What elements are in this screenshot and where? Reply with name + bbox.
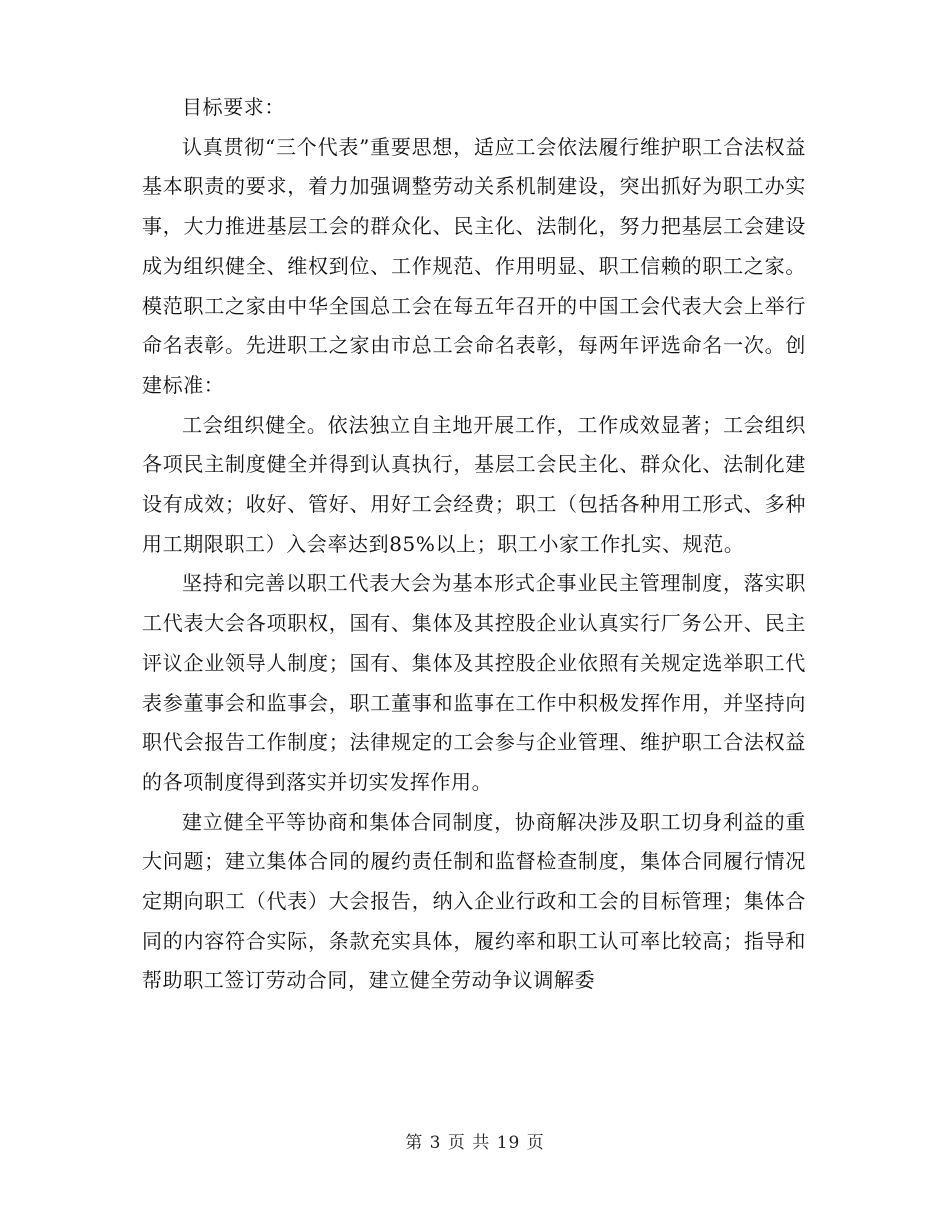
paragraph-union-organization: 工会组织健全。依法独立自主地开展工作，工作成效显著；工会组织各项民主制度健全并得到认真执行，基层工会民主化、群众化、法制化建设有成效；收好、管好、用好工会经费；职工（包括各种用工形式、多种用工期限职工）入会率达到85%以上；职工小家工作扎实、规范。 <box>142 412 806 556</box>
page-number-footer: 第 3 页 共 19 页 <box>405 1133 545 1153</box>
document-body <box>142 88 806 1001</box>
paragraph-goals: 认真贯彻“三个代表”重要思想，适应工会依法履行维护职工合法权益基本职责的要求，着力加强调整劳动关系机制建设，突出抓好为职工办实事，大力推进基层工会的群众化、民主化、法制化，努力把基层工会建设成为组织健全、维权到位、工作规范、作用明显、职工信赖的职工之家。模范职工之家由中华全国总工会在每五年召开的中国工会代表大会上举行命名表彰。先进职工之家由市总工会命名表彰，每两年评选命名一次。创建标准： <box>142 134 806 397</box>
paragraph-democratic-management: 坚持和完善以职工代表大会为基本形式企事业民主管理制度，落实职工代表大会各项职权，国有、集体及其控股企业认真实行厂务公开、民主评议企业领导人制度；国有、集体及其控股企业依照有关规定选举职工代表参董事会和监事会，职工董事和监事在工作中积极发挥作用，并坚持向职代会报告工作制度；法律规定的工会参与企业管理、维护职工合法权益的各项制度得到落实并切实发挥作用。 <box>142 571 806 794</box>
paragraph-collective-contract: 建立健全平等协商和集体合同制度，协商解决涉及职工切身利益的重大问题；建立集体合同的履约责任制和监督检查制度，集体合同履行情况定期向职工（代表）大会报告，纳入企业行政和工会的目标管理；集体合同的内容符合实际，条款充实具体，履约率和职工认可率比较高；指导和帮助职工签订劳动合同，建立健全劳动争议调解委 <box>142 809 806 993</box>
paragraph-heading: 目标要求： <box>182 95 285 119</box>
